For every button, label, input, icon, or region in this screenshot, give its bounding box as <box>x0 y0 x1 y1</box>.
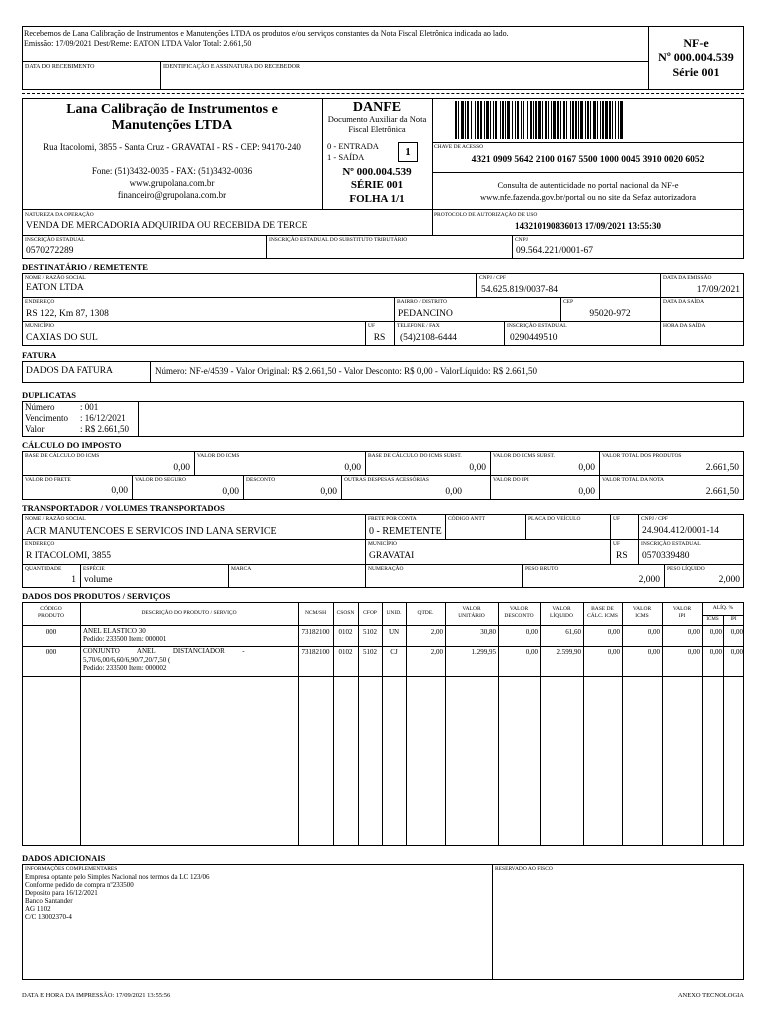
dest-emissao-label: DATA DA EMISSÃO <box>663 275 712 281</box>
dest-fone-label: TELEFONE / FAX <box>397 323 440 329</box>
cell-a-ipi: 0,00 <box>730 628 743 636</box>
cell-codigo: 000 <box>45 628 57 636</box>
desconto: 0,00 <box>320 487 337 497</box>
v-prod-label: VALOR TOTAL DOS PRODUTOS <box>602 453 682 459</box>
cell-v-desc: 0,00 <box>525 648 538 656</box>
transp-nome-label: NOME / RAZÃO SOCIAL <box>25 516 86 522</box>
transp-peso-liquido: 2,000 <box>718 575 740 585</box>
cell-unid: UN <box>388 628 400 636</box>
info-label: INFORMAÇÕES COMPLEMENTARES <box>25 866 118 872</box>
cell-v-unit: 30,80 <box>480 628 496 636</box>
dest-ie: 0290449510 <box>510 333 558 343</box>
th-v-unit: VALOR UNITÁRIO <box>458 606 485 619</box>
bc-icms-label: BASE DE CÁLCULO DO ICMS <box>25 453 100 459</box>
anexo-text: ANEXO TECNOLOGIA <box>677 992 744 999</box>
dest-cnpj-label: CNPJ / CPF <box>479 275 506 281</box>
outras: 0,00 <box>445 487 462 497</box>
dest-cep-label: CEP <box>563 299 574 305</box>
transp-peso-bruto: 2,000 <box>638 575 660 585</box>
cell-qtde: 2,00 <box>430 648 443 656</box>
dup-numero-label: Número <box>25 402 55 412</box>
cell-qtde: 2,00 <box>430 628 443 636</box>
chave-consulta-1: Consulta de autenticidade no portal nacional da NF-e <box>497 180 679 190</box>
cell-a-icms: 0,00 <box>709 628 722 636</box>
cell-codigo: 000 <box>45 648 57 656</box>
transp-cnpj-label: CNPJ / CPF <box>641 516 668 522</box>
cell-cfop: 5102 <box>363 648 377 656</box>
cell-icms: 0,00 <box>647 628 660 636</box>
desconto-label: DESCONTO <box>246 477 276 483</box>
emitente-address: Rua Itacolomi, 3855 - Santa Cruz - GRAVATAI - RS - CEP: 94170-240 <box>43 142 301 152</box>
transp-ie: 0570339480 <box>642 551 690 561</box>
protocolo-label: PROTOCOLO DE AUTORIZAÇÃO DE USO <box>434 212 538 218</box>
dup-vencimento: : 16/12/2021 <box>80 413 126 423</box>
transp-municipio-label: MUNICÍPIO <box>368 541 398 547</box>
canhoto-nfe-serie: Série 001 <box>672 65 720 79</box>
dup-numero: : 001 <box>80 402 99 412</box>
bc-st: 0,00 <box>469 463 486 473</box>
cell-csosn: 0102 <box>338 648 353 656</box>
chave-value: 4321 0909 5642 2100 0167 5500 1000 0045 3910 0020 6052 <box>471 155 705 165</box>
dest-bairro-label: BAIRRO / DISTRITO <box>397 299 448 305</box>
transp-peso-liquido-label: PESO LÍQUIDO <box>667 566 705 572</box>
th-aliq-ipi: IPI <box>730 617 737 622</box>
cnpj-label: CNPJ <box>515 237 528 243</box>
cell-v-liq: 61,60 <box>565 628 581 636</box>
dup-valor: : R$ 2.661,50 <box>80 424 130 434</box>
dest-cep: 95020-972 <box>589 309 631 319</box>
cell-icms: 0,00 <box>647 648 660 656</box>
produtos-section: DADOS DOS PRODUTOS / SERVIÇOS <box>22 591 171 601</box>
cell-a-icms: 0,00 <box>709 648 722 656</box>
duplicatas-block <box>22 401 744 437</box>
dest-uf: RS <box>373 333 386 343</box>
transp-numeracao-label: NUMERAÇÃO <box>368 566 404 572</box>
adicionais-section: DADOS ADICIONAIS <box>22 853 106 863</box>
th-ncm: NCM/SH <box>304 610 327 616</box>
frete: 0,00 <box>111 486 128 496</box>
transp-placa-label: PLACA DO VEÍCULO <box>528 516 581 522</box>
seguro: 0,00 <box>222 487 239 497</box>
v-icms: 0,00 <box>344 463 361 473</box>
cell-desc2: 5,70/6,00/6,60/6,90/7,20/7,50 ( <box>83 656 171 664</box>
transp-uf2: RS <box>616 551 628 561</box>
danfe-title: DANFE <box>352 100 402 115</box>
bc-icms: 0,00 <box>173 463 190 473</box>
th-descricao: DESCRIÇÃO DO PRODUTO / SERVIÇO <box>141 610 237 616</box>
v-st-label: VALOR DO ICMS SUBST. <box>493 453 555 459</box>
danfe-subtitle: Documento Auxiliar da Nota Fiscal Eletrônica <box>327 114 427 134</box>
cell-desc2: Pedido: 233500 Item: 000001 <box>83 635 167 643</box>
th-v-icms: VALOR ICMS <box>632 606 652 619</box>
canhoto-nfe-number: Nº 000.004.539 <box>658 50 734 64</box>
dest-endereco-label: ENDEREÇO <box>25 299 55 305</box>
chave-consulta-2: www.nfe.fazenda.gov.br/portal ou no site da Sefaz autorizadora <box>479 192 697 202</box>
transp-municipio: GRAVATAI <box>369 551 415 561</box>
dup-vencimento-label: Vencimento <box>25 413 68 423</box>
dest-ie-label: INSCRIÇÃO ESTADUAL <box>507 323 567 329</box>
th-aliq: ALÍQ. % <box>712 605 734 611</box>
cell-csosn: 0102 <box>338 628 353 636</box>
natureza-label: NATUREZA DA OPERAÇÃO <box>25 212 94 218</box>
cell-desc1: CONJUNTO ANEL DISTANCIADOR - <box>83 647 245 655</box>
total-label: VALOR TOTAL DA NOTA <box>602 477 665 483</box>
v-icms-label: VALOR DO ICMS <box>197 453 240 459</box>
th-csosn: CSOSN <box>336 610 355 616</box>
transp-cnpj: 24.904.412/0001-14 <box>642 526 720 536</box>
info-line: Conforme pedido de compra nº233500 <box>25 881 134 889</box>
danfe-serie: SÉRIE 001 <box>350 179 404 191</box>
danfe-entrada: 0 - ENTRADA <box>327 141 379 151</box>
emitente-email: financeiro@grupolana.com.br <box>117 190 227 200</box>
cnpj-value: 09.564.221/0001-67 <box>516 246 594 256</box>
emitente-site: www.grupolana.com.br <box>129 178 215 188</box>
ipi: 0,00 <box>578 487 595 497</box>
transportador-section: TRANSPORTADOR / VOLUMES TRANSPORTADOS <box>22 503 225 513</box>
dup-valor-label: Valor <box>25 424 45 434</box>
info-line: Banco Santander <box>25 897 73 905</box>
chave-label: CHAVE DE ACESSO <box>434 144 484 150</box>
th-unid: UNID. <box>386 610 402 616</box>
seguro-label: VALOR DO SEGURO <box>135 477 186 483</box>
cell-ipi: 0,00 <box>687 648 700 656</box>
danfe-folha: FOLHA 1/1 <box>349 193 405 205</box>
natureza-value: VENDA DE MERCADORIA ADQUIRIDA OU RECEBIDA DE TERCE <box>26 221 308 231</box>
impressao-text: DATA E HORA DA IMPRESSÃO: 17/09/2021 13:55:56 <box>22 992 171 999</box>
dest-nome: EATON LTDA <box>26 283 84 293</box>
transp-ie-label: INSCRIÇÃO ESTADUAL <box>641 541 701 547</box>
cell-bc: 0,00 <box>607 648 620 656</box>
transp-marca-label: MARCA <box>231 566 252 572</box>
info-line: C/C 13002370-4 <box>25 913 72 921</box>
cell-a-ipi: 0,00 <box>730 648 743 656</box>
transp-uf2-label: UF <box>613 541 621 547</box>
info-line: Empresa optante pelo Simples Nacional nos termos da LC 123/06 <box>25 873 210 881</box>
ie-value: 0570272289 <box>26 246 74 256</box>
fisco-label: RESERVADO AO FISCO <box>495 866 553 872</box>
fatura-detalhe: Número: NF-e/4539 - Valor Original: R$ 2.661,50 - Valor Desconto: R$ 0,00 - ValorLíquido: R$ 2.661,50 <box>155 366 537 376</box>
canhoto-separator <box>22 93 744 94</box>
transp-frete: 0 - REMETENTE <box>369 526 442 537</box>
cell-ncm: 73182100 <box>301 648 330 656</box>
dest-emissao: 17/09/2021 <box>696 285 740 295</box>
dest-fone: (54)2108-6444 <box>400 333 457 343</box>
cell-v-unit: 1.299,95 <box>471 648 496 656</box>
th-aliq-icms: ICMS <box>706 617 719 622</box>
th-cfop: CFOP <box>363 610 377 616</box>
chave-barcode <box>455 101 737 139</box>
canhoto-nfe-label: NF-e <box>683 36 709 50</box>
cell-ipi: 0,00 <box>687 628 700 636</box>
danfe-saida: 1 - SAÍDA <box>327 152 365 162</box>
ie-label: INSCRIÇÃO ESTADUAL <box>25 237 85 243</box>
fatura-dados: DADOS DA FATURA <box>26 366 113 376</box>
dest-bairro: PEDANCINO <box>398 309 453 319</box>
transp-especie: volume <box>84 575 113 585</box>
dest-municipio-label: MUNICÍPIO <box>25 323 55 329</box>
emitente-name: Lana Calibração de Instrumentos e Manutenções LTDA <box>66 102 278 133</box>
transp-nome: ACR MANUTENCOES E SERVICOS IND LANA SERVICE <box>26 526 277 537</box>
v-st: 0,00 <box>578 463 595 473</box>
duplicatas-section: DUPLICATAS <box>22 390 76 400</box>
th-codigo: CÓDIGO PRODUTO <box>38 606 64 619</box>
transp-qtd: 1 <box>71 575 76 585</box>
canhoto-receipt-text: Recebemos de Lana Calibração de Instrumentos e Manutenções LTDA os produtos e/ou serviços constantes da Nota Fiscal Eletrônica indicada ao lado. <box>24 29 509 38</box>
danfe-tipo: 1 <box>398 142 418 162</box>
total: 2.661,50 <box>705 487 739 497</box>
transp-frete-label: FRETE POR CONTA <box>368 516 417 522</box>
cell-v-liq: 2.599,90 <box>556 648 581 656</box>
cell-v-desc: 0,00 <box>525 628 538 636</box>
th-qtde: QTDE. <box>417 610 434 616</box>
dest-saida-label: DATA DA SAÍDA <box>663 299 705 305</box>
data-recebimento-label: DATA DO RECEBIMENTO <box>25 64 95 70</box>
transp-endereco-label: ENDEREÇO <box>25 541 55 547</box>
dest-endereco: RS 122, Km 87, 1308 <box>26 309 109 319</box>
dest-uf-label: UF <box>368 323 376 329</box>
transp-especie-label: ESPÉCIE <box>83 566 105 572</box>
transp-endereco: R ITACOLOMI, 3855 <box>26 551 111 561</box>
th-v-liq: VALOR LÍQUIDO <box>550 606 573 619</box>
assinatura-label: IDENTIFICAÇÃO E ASSINATURA DO RECEBEDOR <box>163 64 301 70</box>
ie-st-label: INSCRIÇÃO ESTADUAL DO SUBSTITUTO TRIBUTÁRIO <box>269 237 408 243</box>
danfe-number: Nº 000.004.539 <box>342 166 412 178</box>
bc-st-label: BASE DE CÁLCULO DO ICMS SUBST. <box>368 453 462 459</box>
destinatario-section: DESTINATÁRIO / REMETENTE <box>22 262 148 272</box>
dest-cnpj: 54.625.819/0037-84 <box>481 285 559 295</box>
frete-label: VALOR DO FRETE <box>25 477 71 483</box>
th-v-ipi: VALOR IPI <box>672 606 692 619</box>
protocolo-value: 143210190836013 17/09/2021 13:55:30 <box>515 221 661 231</box>
dest-municipio: CAXIAS DO SUL <box>26 333 98 343</box>
fatura-section-title: FATURA <box>22 350 57 360</box>
cell-unid: CJ <box>390 648 398 656</box>
transp-peso-bruto-label: PESO BRUTO <box>525 566 559 572</box>
th-bc-icms: BASE DE CÁLC. ICMS <box>587 606 618 619</box>
th-v-desc: VALOR DESCONTO <box>504 606 534 619</box>
barcode-bar <box>623 101 625 139</box>
dest-hora-label: HORA DA SAÍDA <box>663 323 706 329</box>
cell-bc: 0,00 <box>607 628 620 636</box>
emitente-phone: Fone: (51)3432-0035 - FAX: (51)3432-0036 <box>91 166 253 176</box>
imposto-section: CÁLCULO DO IMPOSTO <box>22 440 122 450</box>
info-line: Deposito para 16/12/2021 <box>25 889 98 897</box>
v-prod: 2.661,50 <box>705 463 739 473</box>
dest-nome-label: NOME / RAZÃO SOCIAL <box>25 275 86 281</box>
outras-label: OUTRAS DESPESAS ACESSÓRIAS <box>344 477 429 483</box>
transp-antt-label: CÓDIGO ANTT <box>448 516 486 522</box>
cell-desc1: ANEL ELASTICO 30 <box>83 627 146 635</box>
cell-ncm: 73182100 <box>301 628 330 636</box>
canhoto-receipt-details: Emissão: 17/09/2021 Dest/Reme: EATON LTDA Valor Total: 2.661,50 <box>24 39 252 48</box>
cell-cfop: 5102 <box>363 628 377 636</box>
info-line: AG 1102 <box>25 905 51 913</box>
transp-qtd-label: QUANTIDADE <box>25 566 62 572</box>
cell-desc3: Pedido: 233500 Item: 000002 <box>83 664 167 672</box>
ipi-label: VALOR DO IPI <box>493 477 529 483</box>
transp-uf-label: UF <box>613 516 621 522</box>
